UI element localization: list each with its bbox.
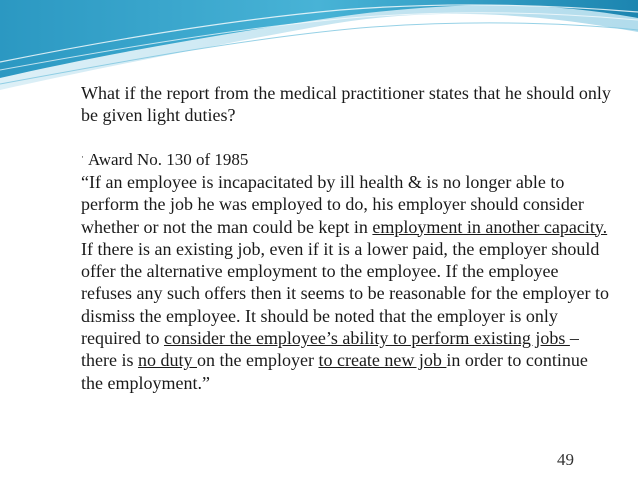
slide-body bbox=[81, 82, 611, 394]
quote-part-5: in order to continue the employment.” bbox=[81, 350, 588, 393]
quote-part-1: “If an employee is incapacitated by ill health & is no longer able to perform the job he was employed to do, his employer should consider whether or not the man could be kept in bbox=[81, 172, 584, 237]
award-quote bbox=[81, 171, 611, 394]
award-reference bbox=[81, 146, 611, 171]
award-reference-text: Award No. 130 of 1985 bbox=[88, 150, 249, 169]
quote-underline-2: consider the employee’s ability to perform existing jobs bbox=[163, 328, 570, 349]
page-number: 49 bbox=[557, 450, 574, 469]
quote-part-4: on the employer bbox=[197, 350, 319, 371]
quote-underline-3: no duty bbox=[137, 350, 197, 371]
quote-underline-1: employment in another capacity. bbox=[372, 216, 608, 237]
decorative-wave-header bbox=[0, 0, 638, 95]
question-text: What if the report from the medical practitioner states that he should only be given light duties? bbox=[81, 83, 611, 125]
quote-underline-4: to create new job bbox=[318, 350, 447, 371]
quote-part-2: If there is an existing job, even if it is a lower paid, the employer should offer the alternative employment to the employee. If the employee refuses any such offers then it seems to be reasonable for the employer to dismiss the employee. It should be noted that the employer is only required to bbox=[81, 238, 609, 349]
quote-part-3: – there is bbox=[81, 328, 579, 371]
bullet-mark: · bbox=[81, 152, 84, 162]
